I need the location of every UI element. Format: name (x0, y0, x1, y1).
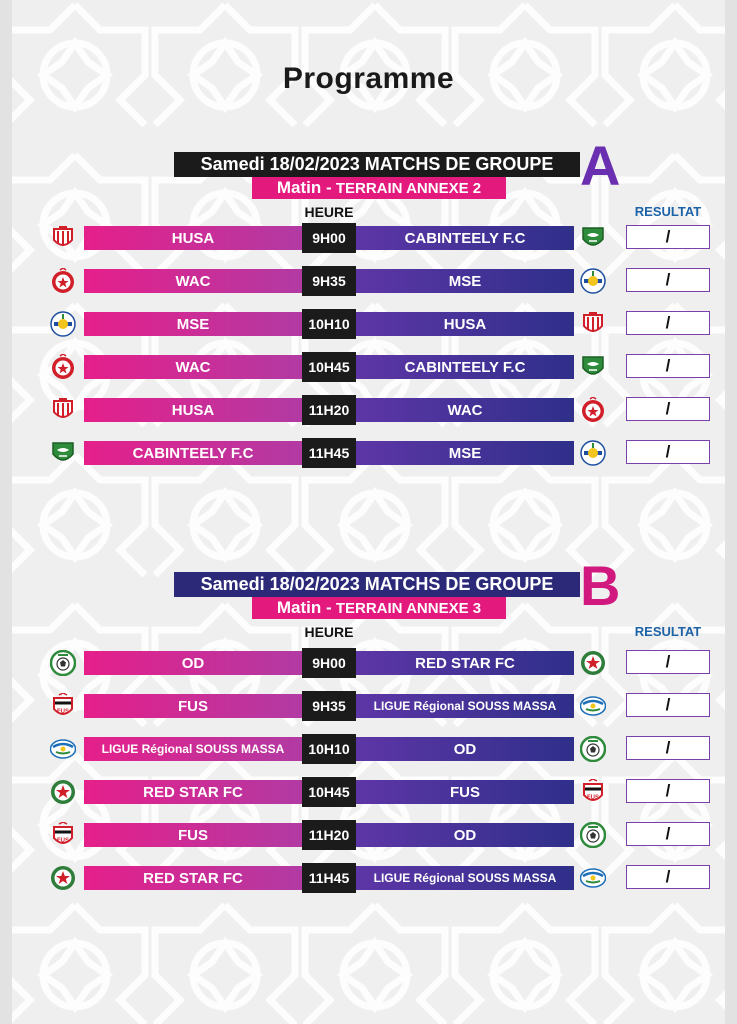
match-row (0, 736, 737, 762)
match-time: 9H35 (302, 691, 356, 721)
match-row (0, 225, 737, 251)
wac-crest-icon (50, 268, 76, 294)
away-team: RED STAR FC (356, 651, 574, 675)
red-star-crest-icon (580, 650, 606, 676)
away-team: LIGUE Régional SOUSS MASSA (356, 694, 574, 718)
home-team: WAC (84, 269, 302, 293)
match-time: 11H45 (302, 863, 356, 893)
svg-text:FUS: FUS (57, 709, 69, 715)
match-row (0, 268, 737, 294)
result-box: / (626, 397, 710, 421)
home-team: HUSA (84, 226, 302, 250)
match-row (0, 865, 737, 891)
result-box: / (626, 268, 710, 292)
match-time: 9H35 (302, 266, 356, 296)
match-time: 11H20 (302, 395, 356, 425)
session-terrain-label (252, 597, 506, 619)
terrain-label: TERRAIN ANNEXE 2 (335, 180, 482, 197)
match-row (0, 354, 737, 380)
match-time: 9H00 (302, 223, 356, 253)
od-crest-icon (580, 736, 606, 762)
wac-crest-icon (580, 397, 606, 423)
match-row (0, 693, 737, 719)
home-team: OD (84, 651, 302, 675)
souss-massa-crest-icon (50, 736, 76, 762)
result-box: / (626, 354, 710, 378)
od-crest-icon (580, 822, 606, 848)
result-box: / (626, 779, 710, 803)
match-time: 11H45 (302, 438, 356, 468)
svg-text:FUS: FUS (57, 838, 69, 844)
result-box: / (626, 311, 710, 335)
result-box: / (626, 440, 710, 464)
home-team: CABINTEELY F.C (84, 441, 302, 465)
terrain-label: TERRAIN ANNEXE 3 (335, 600, 482, 617)
page-title: Programme (282, 62, 455, 95)
home-team: RED STAR FC (84, 780, 302, 804)
match-time: 10H10 (302, 734, 356, 764)
result-box: / (626, 693, 710, 717)
match-row (0, 650, 737, 676)
heure-header: HEURE (304, 204, 354, 220)
husa-crest-icon (50, 225, 76, 251)
home-team: FUS (84, 823, 302, 847)
group-banner: Samedi 18/02/2023 MATCHS DE GROUPE (174, 572, 580, 597)
souss-massa-crest-icon (580, 693, 606, 719)
result-box: / (626, 650, 710, 674)
group-letter: A (580, 134, 621, 197)
away-team: CABINTEELY F.C (356, 226, 574, 250)
souss-massa-crest-icon (580, 865, 606, 891)
away-team: MSE (356, 269, 574, 293)
session-label: Matin - (276, 178, 332, 197)
fus-crest-icon (580, 779, 606, 805)
husa-crest-icon (50, 397, 76, 423)
match-time: 11H20 (302, 820, 356, 850)
match-row (0, 311, 737, 337)
heure-header: HEURE (304, 624, 354, 640)
husa-crest-icon (580, 311, 606, 337)
red-star-crest-icon (50, 779, 76, 805)
group-banner: Samedi 18/02/2023 MATCHS DE GROUPE (174, 152, 580, 177)
away-team: OD (356, 823, 574, 847)
result-box: / (626, 865, 710, 889)
match-row (0, 779, 737, 805)
fus-crest-icon (50, 693, 76, 719)
match-row (0, 822, 737, 848)
cabinteely-crest-icon (50, 440, 76, 466)
away-team: FUS (356, 780, 574, 804)
away-team: OD (356, 737, 574, 761)
mse-crest-icon (580, 440, 606, 466)
match-time: 10H45 (302, 352, 356, 382)
svg-text:FUS: FUS (587, 795, 599, 801)
away-team: LIGUE Régional SOUSS MASSA (356, 866, 574, 890)
match-time: 10H10 (302, 309, 356, 339)
wac-crest-icon (50, 354, 76, 380)
match-time: 9H00 (302, 648, 356, 678)
red-star-crest-icon (50, 865, 76, 891)
result-box: / (626, 736, 710, 760)
mse-crest-icon (580, 268, 606, 294)
cabinteely-crest-icon (580, 225, 606, 251)
home-team: HUSA (84, 398, 302, 422)
away-team: MSE (356, 441, 574, 465)
away-team: CABINTEELY F.C (356, 355, 574, 379)
away-team: HUSA (356, 312, 574, 336)
session-terrain-label (252, 177, 506, 199)
home-team: MSE (84, 312, 302, 336)
result-box: / (626, 225, 710, 249)
match-time: 10H45 (302, 777, 356, 807)
away-team: WAC (356, 398, 574, 422)
result-box: / (626, 822, 710, 846)
od-crest-icon (50, 650, 76, 676)
home-team: WAC (84, 355, 302, 379)
home-team: FUS (84, 694, 302, 718)
match-row (0, 397, 737, 423)
cabinteely-crest-icon (580, 354, 606, 380)
session-label: Matin - (276, 598, 332, 617)
resultat-header: RESULTAT (634, 204, 702, 219)
match-row (0, 440, 737, 466)
group-letter: B (580, 554, 621, 617)
home-team: LIGUE Régional SOUSS MASSA (84, 737, 302, 761)
resultat-header: RESULTAT (634, 624, 702, 639)
fus-crest-icon (50, 822, 76, 848)
home-team: RED STAR FC (84, 866, 302, 890)
mse-crest-icon (50, 311, 76, 337)
